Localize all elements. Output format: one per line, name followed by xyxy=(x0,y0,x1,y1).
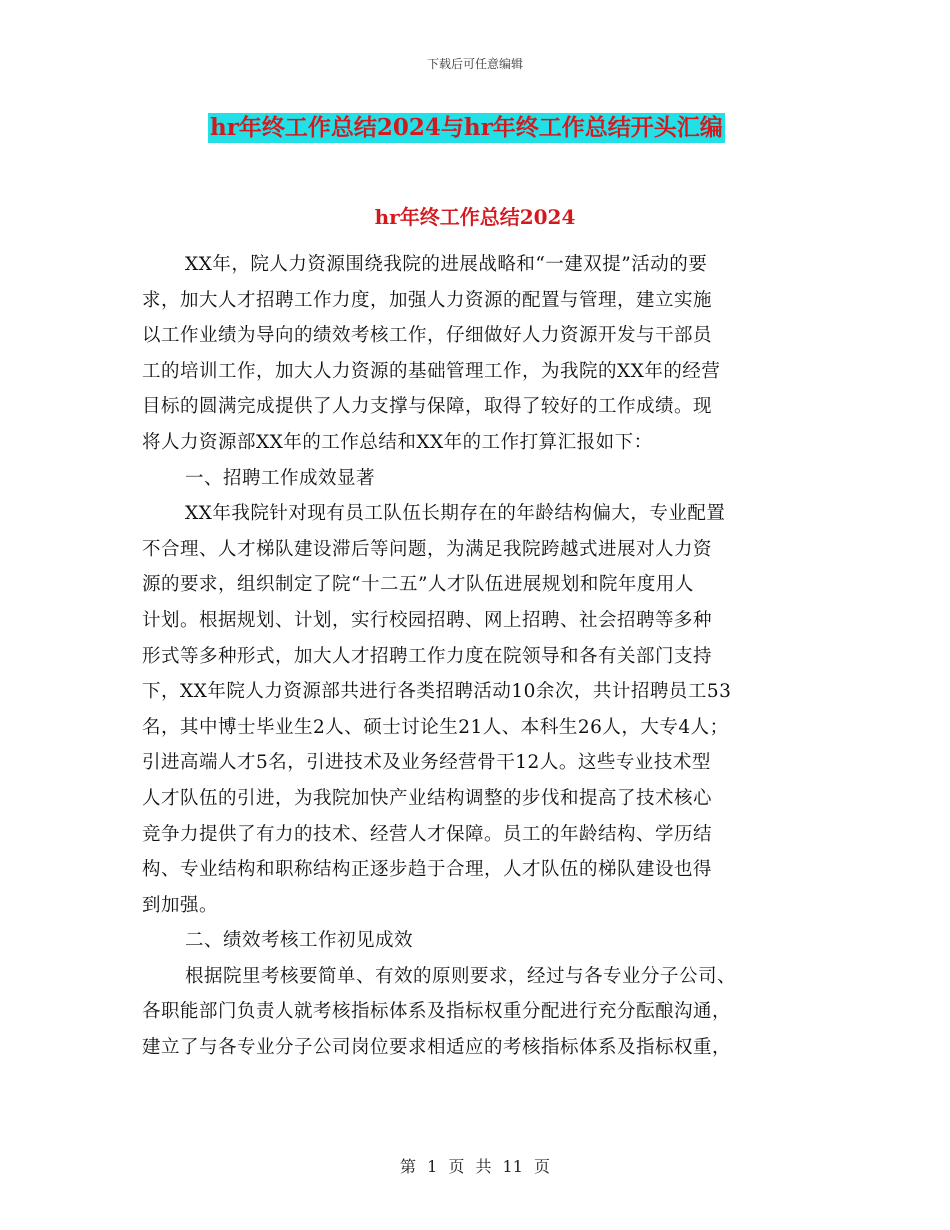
paragraph-line: 构、专业结构和职称结构正逐步趋于合理，人才队伍的梯队建设也得 xyxy=(142,859,713,881)
paragraph-line: 建立了与各专业分子公司岗位要求相适应的考核指标体系及指标权重， xyxy=(142,1037,732,1059)
paragraph-line: XX年我院针对现有员工队伍长期存在的年龄结构偏大，专业配置 xyxy=(185,503,726,525)
paragraph-line: 求，加大人才招聘工作力度，加强人力资源的配置与管理，建立实施 xyxy=(142,289,713,311)
page-number-footer: 第 1 页 共 11 页 xyxy=(400,1157,550,1176)
paragraph-line: 根据院里考核要简单、有效的原则要求，经过与各专业分子公司、 xyxy=(185,965,737,987)
paragraph-line: 人才队伍的引进，为我院加快产业结构调整的步伐和提高了技术核心 xyxy=(142,787,713,809)
section-heading: 一、招聘工作成效显著 xyxy=(185,467,376,489)
document-title: hr年终工作总结2024与hr年终工作总结开头汇编 xyxy=(210,114,723,141)
paragraph-line: 计划。根据规划、计划，实行校园招聘、网上招聘、社会招聘等多种 xyxy=(142,609,713,631)
paragraph-line: 将人力资源部XX年的工作总结和XX年的工作打算汇报如下： xyxy=(142,431,653,453)
paragraph-line: 形式等多种形式，加大人才招聘工作力度在院领导和各有关部门支持 xyxy=(142,645,713,667)
paragraph-line: 名，其中博士毕业生2人、硕士讨论生21人、本科生26人，大专4人； xyxy=(142,716,729,738)
paragraph-line: 到加强。 xyxy=(142,894,219,916)
paragraph-line: 源的要求，组织制定了院“十二五”人才队伍进展规划和院年度用人 xyxy=(142,574,694,596)
paragraph-line: XX年，院人力资源围绕我院的进展战略和“一建双提”活动的要 xyxy=(185,254,708,275)
section-heading: 二、绩效考核工作初见成效 xyxy=(185,930,414,952)
document-body xyxy=(142,247,812,1066)
paragraph-line: 下，XX年院人力资源部共进行各类招聘活动10余次，共计招聘员工53 xyxy=(142,681,732,703)
section-title: hr年终工作总结2024 xyxy=(374,205,576,229)
paragraph-line: 工的培训工作，加大人力资源的基础管理工作，为我院的XX年的经营 xyxy=(142,360,721,382)
paragraph-line: 各职能部门负责人就考核指标体系及指标权重分配进行充分酝酿沟通， xyxy=(142,1001,732,1023)
paragraph-line: 引进高端人才5名，引进技术及业务经营骨干12人。这些专业技术型 xyxy=(142,752,711,774)
paragraph-line: 以工作业绩为导向的绩效考核工作，仔细做好人力资源开发与干部员 xyxy=(142,325,713,347)
page-header-note: 下载后可任意编辑 xyxy=(426,57,523,71)
paragraph-line: 目标的圆满完成提供了人力支撑与保障，取得了较好的工作成绩。现 xyxy=(142,396,713,418)
paragraph-line: 竞争力提供了有力的技术、经营人才保障。员工的年龄结构、学历结 xyxy=(142,823,713,845)
paragraph-line: 不合理、人才梯队建设滞后等问题，为满足我院跨越式进展对人力资 xyxy=(142,538,713,560)
